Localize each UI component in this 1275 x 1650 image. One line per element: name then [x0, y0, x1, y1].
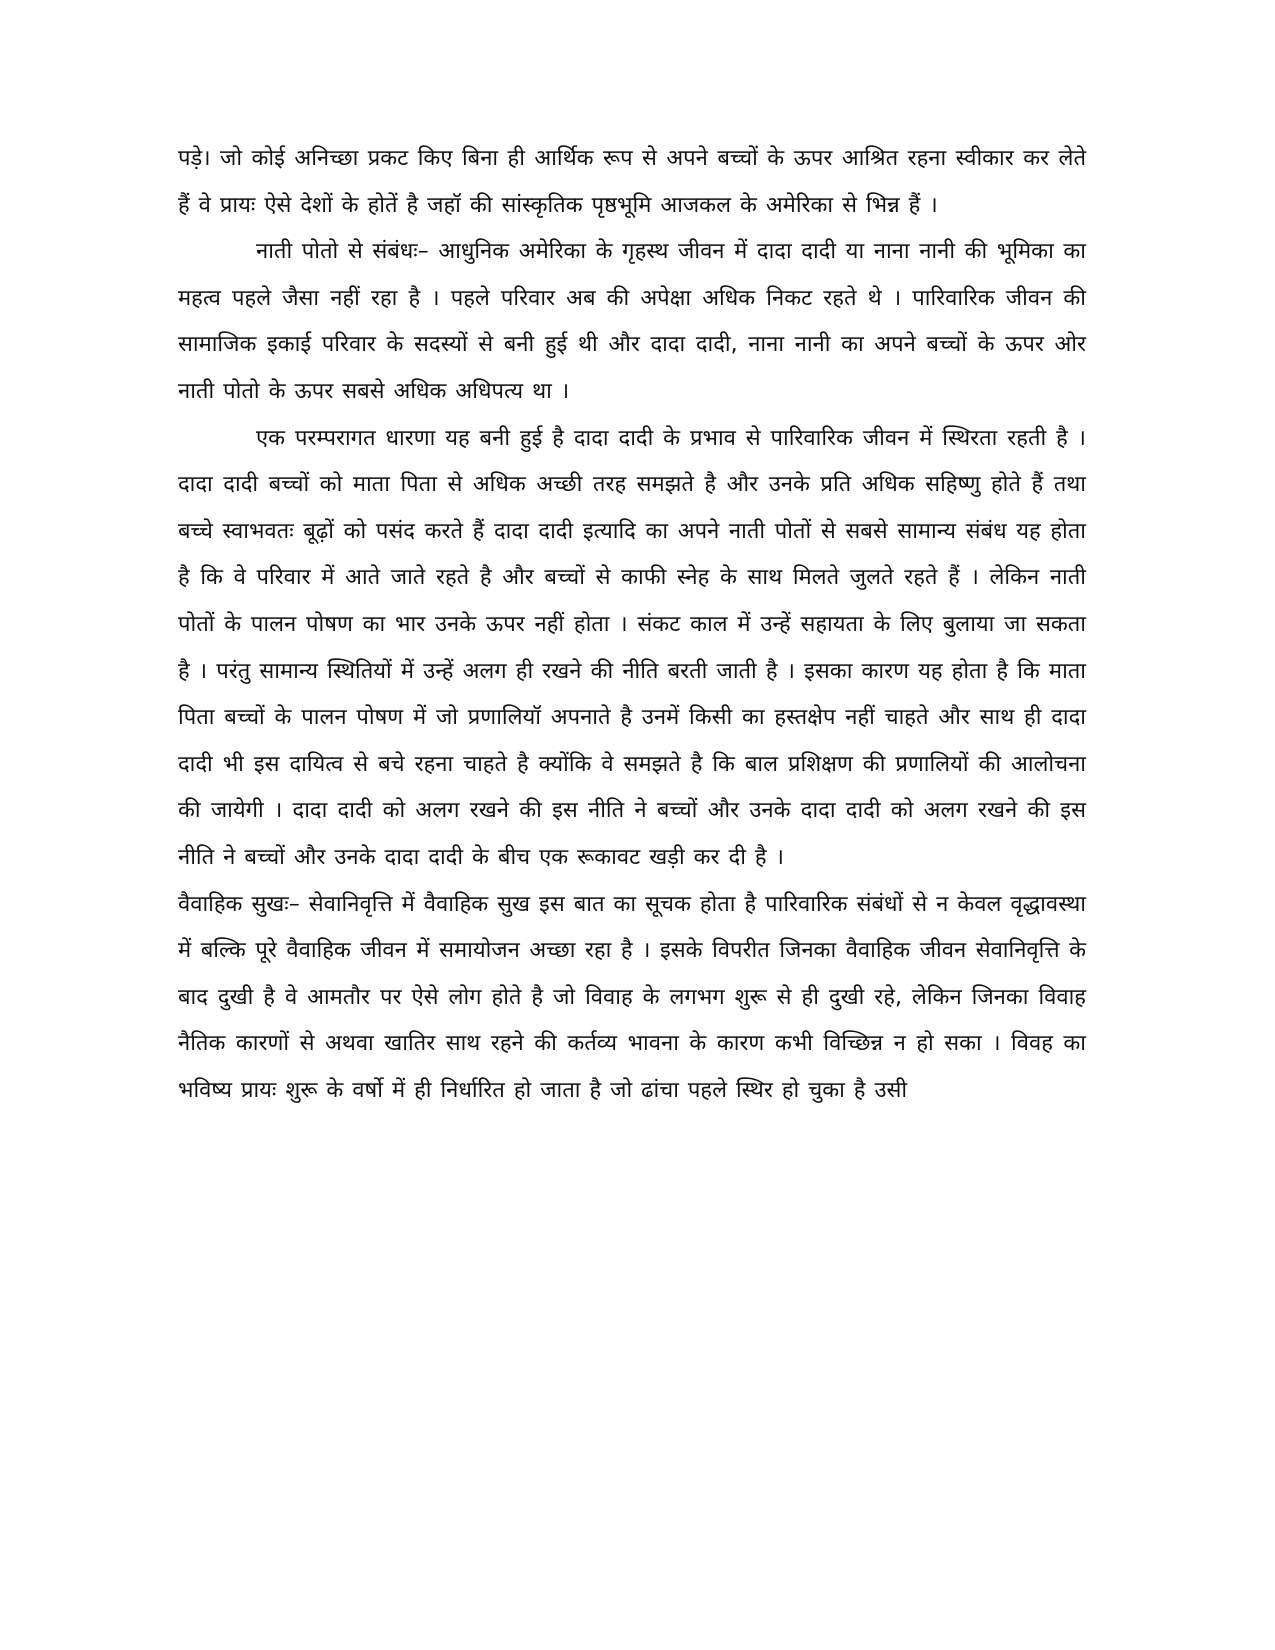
paragraph-continuation: पड़े। जो कोई अनिच्छा प्रकट किए बिना ही आर्थिक रूप से अपने बच्चों के ऊपर आश्रित रहना स्वीकार कर लेते हैं वे प्रायः ऐसे देशों के होतें है जहॉ की सांस्कृतिक पृष्ठभूमि आजकल के अमेरिका से भिन्न हैं । [178, 146, 1086, 218]
paragraph-traditional-belief: एक परम्परागत धारणा यह बनी हुई है दादा दादी के प्रभाव से पारिवारिक जीवन में स्थिरता रहती है । दादा दादी बच्चों को माता पिता से अधिक अच्छी तरह समझते है और उनके प्रति अधिक सहिष्णु होते हैं तथा बच्चे स्वाभवतः बूढ़ों को पसंद करते हैं दादा दादी इत्यादि का अपने नाती पोतों से सबसे सामान्य संबंध यह होता है कि वे परिवार में आते जाते रहते है और बच्चों से काफी स्नेह के साथ मिलते जुलते रहते हैं । लेकिन नाती पोतों के पालन पोषण का भार उनके ऊपर नहीं होता । संकट काल में उन्हें सहायता के लिए बुलाया जा सकता है । परंतु सामान्य स्थितियों में उन्हें अलग ही रखने की नीति बरती जाती है । इसका कारण यह होता है कि माता पिता बच्चों के पालन पोषण में जो प्रणालियॉ अपनाते है उनमें किसी का हस्तक्षेप नहीं चाहते और साथ ही दादा दादी भी इस दायित्व से बचे रहना चाहते है क्योंकि वे समझते है कि बाल प्रशिक्षण की प्रणालियों की आलोचना की जायेगी । दादा दादी को अलग रखने की इस नीति ने बच्चों और उनके दादा दादी को अलग रखने की इस नीति ने बच्चों और उनके दादा दादी के बीच एक रूकावट खड़ी कर दी है । [178, 425, 1086, 870]
paragraph-marital-happiness: वैवाहिक सुखः– सेवानिवृत्ति में वैवाहिक सुख इस बात का सूचक होता है पारिवारिक संबंधों से न केवल वृद्धावस्था में बल्कि पूरे वैवाहिक जीवन में समायोजन अच्छा रहा है । इसके विपरीत जिनका वैवाहिक जीवन सेवानिवृत्ति के बाद दुखी है वे आमतौर पर ऐसे लोग होते है जो विवाह के लगभग शुरू से ही दुखी रहे, लेकिन जिनका विवाह नैतिक कारणों से अथवा खातिर साथ रहने की कर्तव्य भावना के कारण कभी विच्छिन्न न हो सका । विवह का भविष्य प्रायः शुरू के वर्षो में ही निर्धारित हो जाता है जो ढांचा पहले स्थिर हो चुका है उसी [178, 891, 1086, 1103]
document-page [178, 136, 1086, 1114]
paragraph-grandchildren-relations: नाती पोतो से संबंधः– आधुनिक अमेरिका के गृहस्थ जीवन में दादा दादी या नाना नानी की भूमिका का महत्व पहले जैसा नहीं रहा है । पहले परिवार अब की अपेक्षा अधिक निकट रहते थे । पारिवारिक जीवन की सामाजिक इकाई परिवार के सदस्यों से बनी हुई थी और दादा दादी, नाना नानी का अपने बच्चों के ऊपर ओर नाती पोतो के ऊपर सबसे अधिक अधिपत्य था । [178, 239, 1086, 404]
